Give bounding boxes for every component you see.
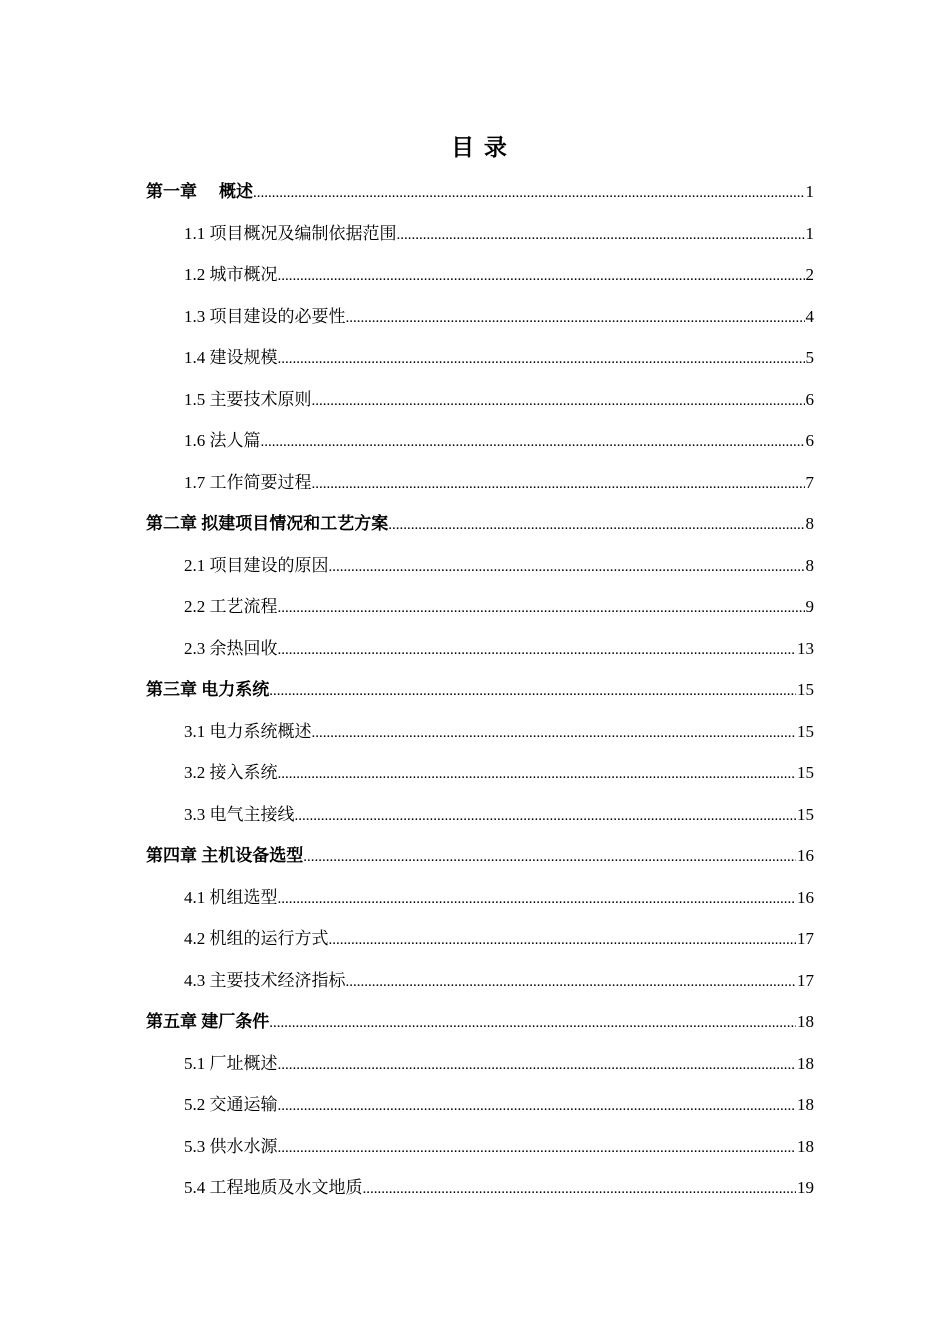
toc-page-number: 15 [797, 721, 814, 741]
toc-entry-number: 3.2 [184, 763, 206, 782]
toc-page-number: 17 [797, 929, 814, 948]
toc-dot-leader [397, 215, 805, 257]
toc-page-number: 18 [797, 1012, 814, 1031]
toc-entry-label [146, 1001, 269, 1043]
toc-chapter-entry[interactable] [146, 1001, 814, 1043]
toc-section-entry[interactable] [146, 254, 814, 296]
toc-dot-leader [295, 796, 797, 838]
toc-section-entry[interactable] [146, 628, 814, 670]
toc-entry-label [184, 918, 329, 960]
toc-section-entry[interactable] [146, 213, 814, 255]
toc-section-entry[interactable] [146, 420, 814, 462]
toc-section-entry[interactable] [146, 918, 814, 960]
toc-page-number: 1 [805, 223, 814, 243]
toc-entry-label [184, 794, 295, 836]
toc-dot-leader [278, 879, 797, 921]
toc-entry-number: 5.1 [184, 1053, 206, 1073]
toc-entry-number: 1.7 [184, 472, 206, 492]
toc-section-entry[interactable] [146, 1167, 814, 1209]
toc-entry-label [184, 213, 397, 255]
toc-dot-leader [278, 1086, 797, 1128]
toc-entry-number: 1.3 [184, 306, 206, 326]
toc-entry-title: 主要技术原则 [209, 389, 312, 409]
toc-dot-leader [278, 339, 805, 381]
toc-dot-leader [388, 505, 804, 547]
toc-page-number: 6 [805, 431, 814, 450]
toc-entry-title: 项目建设的必要性 [209, 306, 346, 326]
toc-entry-title: 法人篇 [209, 431, 261, 450]
toc-dot-leader [269, 1003, 796, 1045]
toc-entry-label [184, 877, 278, 919]
toc-entry-title: 建厂条件 [201, 1012, 270, 1031]
toc-dot-leader [329, 547, 805, 589]
toc-entry-label [184, 337, 278, 379]
toc-entry-label [184, 1167, 363, 1209]
toc-entry-title: 余热回收 [209, 638, 278, 658]
toc-page-number: 16 [797, 846, 814, 865]
toc-chapter-entry[interactable] [146, 835, 814, 877]
toc-section-entry[interactable] [146, 379, 814, 421]
toc-dot-leader [278, 256, 805, 298]
toc-dot-leader [346, 298, 805, 340]
toc-entry-number: 2.2 [184, 597, 206, 616]
toc-entry-title: 电力系统 [201, 680, 270, 699]
toc-page-number: 18 [797, 1136, 814, 1156]
toc-entry-label [184, 296, 346, 338]
toc-entry-label [184, 545, 329, 587]
toc-entry-title: 厂址概述 [209, 1053, 278, 1073]
toc-entry-title: 主机设备选型 [201, 846, 304, 865]
toc-entry-number: 第三章 [146, 680, 197, 699]
toc-entry-title: 城市概况 [209, 265, 278, 284]
toc-entry-title: 交通运输 [209, 1095, 278, 1114]
toc-section-entry[interactable] [146, 1043, 814, 1085]
toc-entry-label [184, 628, 278, 670]
toc-entry-title: 工艺流程 [209, 597, 278, 616]
toc-page-number: 8 [805, 514, 814, 533]
toc-section-entry[interactable] [146, 752, 814, 794]
toc-entry-number: 1.2 [184, 265, 206, 284]
toc-dot-leader [278, 630, 797, 672]
toc-entry-number: 1.5 [184, 389, 206, 409]
toc-section-entry[interactable] [146, 794, 814, 836]
toc-entry-title: 电气主接线 [209, 804, 295, 824]
toc-dot-leader [278, 1128, 797, 1170]
toc-entry-title: 概述 [219, 182, 253, 201]
toc-entry-title: 机组选型 [209, 887, 278, 907]
toc-dot-leader [312, 464, 805, 506]
toc-section-entry[interactable] [146, 1126, 814, 1168]
toc-entry-number: 第一章 [146, 182, 197, 201]
toc-entry-label [184, 752, 278, 794]
toc-entry-label [184, 960, 346, 1002]
toc-page-number: 5 [805, 348, 814, 367]
toc-chapter-entry[interactable] [146, 171, 814, 213]
toc-section-entry[interactable] [146, 711, 814, 753]
toc-entry-title: 项目概况及编制依据范围 [209, 223, 397, 243]
toc-entry-number: 2.1 [184, 555, 206, 575]
toc-title: 目 录 [451, 135, 509, 160]
toc-entry-title: 工作简要过程 [209, 472, 312, 492]
toc-page-number: 9 [805, 597, 814, 616]
toc-page-number: 7 [805, 472, 814, 492]
toc-section-entry[interactable] [146, 337, 814, 379]
toc-entry-label [184, 586, 278, 628]
toc-section-entry[interactable] [146, 296, 814, 338]
toc-dot-leader [278, 754, 797, 796]
toc-entry-number: 4.3 [184, 970, 206, 990]
toc-entry-label [146, 171, 253, 213]
toc-page-number: 18 [797, 1095, 814, 1114]
toc-list [146, 171, 814, 1209]
toc-page-number: 15 [797, 804, 814, 824]
toc-entry-number: 1.6 [184, 431, 206, 450]
toc-page-number: 4 [805, 306, 814, 326]
toc-dot-leader [363, 1169, 797, 1211]
toc-entry-number: 3.1 [184, 721, 206, 741]
toc-entry-label [146, 503, 388, 545]
toc-dot-leader [329, 920, 797, 962]
toc-page-number: 13 [797, 638, 814, 658]
toc-entry-number: 4.2 [184, 929, 206, 948]
toc-section-entry[interactable] [146, 586, 814, 628]
toc-entry-title: 项目建设的原因 [209, 555, 329, 575]
toc-page-number: 8 [805, 555, 814, 575]
toc-entry-title: 拟建项目情况和工艺方案 [201, 514, 389, 533]
toc-entry-title: 供水水源 [209, 1136, 278, 1156]
toc-entry-number: 3.3 [184, 804, 206, 824]
toc-dot-leader [278, 588, 805, 630]
toc-dot-leader [312, 713, 797, 755]
toc-dot-leader [278, 1045, 797, 1087]
toc-page-number: 18 [797, 1053, 814, 1073]
toc-entry-number: 5.2 [184, 1095, 206, 1114]
toc-entry-number: 第四章 [146, 846, 197, 865]
toc-entry-number: 5.4 [184, 1178, 206, 1197]
toc-section-entry[interactable] [146, 545, 814, 587]
toc-dot-leader [253, 173, 805, 215]
toc-entry-label [184, 462, 312, 504]
toc-page-number: 19 [797, 1178, 814, 1197]
toc-entry-number: 1.1 [184, 223, 206, 243]
toc-section-entry[interactable] [146, 877, 814, 919]
toc-entry-number: 5.3 [184, 1136, 206, 1156]
toc-entry-number: 1.4 [184, 348, 206, 367]
toc-entry-label [184, 711, 312, 753]
toc-page-number: 2 [805, 265, 814, 284]
toc-page-number: 15 [797, 763, 814, 782]
toc-page-number: 15 [797, 680, 814, 699]
toc-entry-title: 工程地质及水文地质 [209, 1178, 363, 1197]
toc-dot-leader [261, 422, 805, 464]
toc-entry-title: 机组的运行方式 [209, 929, 329, 948]
toc-entry-number: 2.3 [184, 638, 206, 658]
toc-dot-leader [312, 381, 805, 423]
toc-entry-label [184, 1043, 278, 1085]
toc-entry-label [184, 379, 312, 421]
toc-entry-number: 第五章 [146, 1012, 197, 1031]
toc-page-number: 1 [805, 182, 814, 201]
toc-entry-title: 建设规模 [209, 348, 278, 367]
toc-page-number: 16 [797, 887, 814, 907]
toc-entry-label [184, 420, 261, 462]
toc-chapter-entry[interactable] [146, 669, 814, 711]
toc-entry-title: 主要技术经济指标 [209, 970, 346, 990]
toc-entry-title: 接入系统 [209, 763, 278, 782]
toc-section-entry[interactable] [146, 960, 814, 1002]
toc-entry-label [184, 1126, 278, 1168]
toc-entry-number: 第二章 [146, 514, 197, 533]
toc-page-number: 17 [797, 970, 814, 990]
toc-entry-label [184, 1084, 278, 1126]
toc-page-number: 6 [805, 389, 814, 409]
toc-entry-label [184, 254, 278, 296]
toc-section-entry[interactable] [146, 462, 814, 504]
toc-dot-leader [269, 671, 796, 713]
toc-entry-title: 电力系统概述 [209, 721, 312, 741]
toc-entry-label [146, 669, 269, 711]
toc-entry-label [146, 835, 303, 877]
toc-dot-leader [303, 837, 796, 879]
toc-section-entry[interactable] [146, 1084, 814, 1126]
toc-chapter-entry[interactable] [146, 503, 814, 545]
toc-dot-leader [346, 962, 797, 1004]
toc-entry-number: 4.1 [184, 887, 206, 907]
